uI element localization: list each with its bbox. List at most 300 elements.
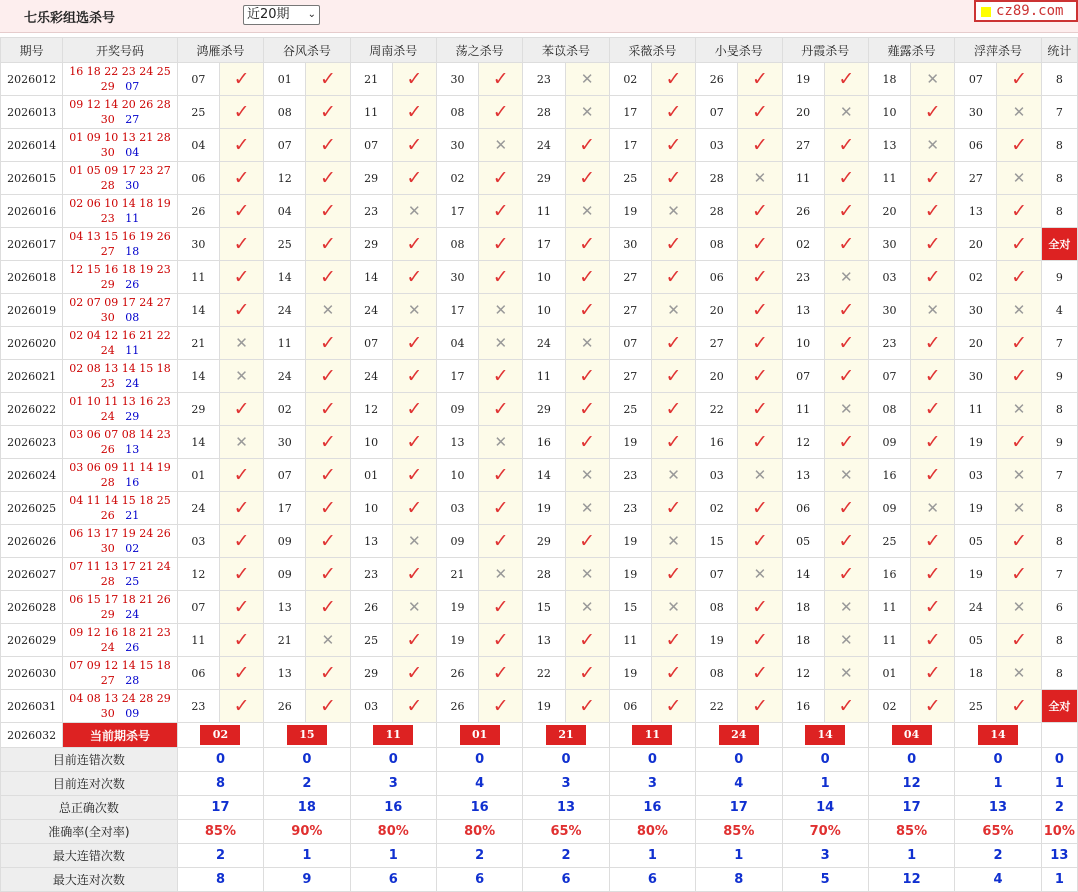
- result-cell: [392, 228, 436, 261]
- table-row: [1, 360, 1078, 393]
- issue-cell: 2026016: [1, 195, 63, 228]
- result-cell: [911, 426, 955, 459]
- current-kill-number: 24: [719, 725, 759, 745]
- check-icon: ✓: [751, 365, 768, 387]
- result-cell: [479, 96, 523, 129]
- kill-number-cell: 26: [696, 63, 738, 96]
- check-icon: ✓: [492, 101, 509, 123]
- check-icon: ✓: [1011, 200, 1028, 222]
- kill-number-cell: 07: [350, 327, 392, 360]
- kill-number-cell: 18: [782, 591, 824, 624]
- kill-number-cell: 16: [782, 690, 824, 723]
- kill-number-cell: 23: [782, 261, 824, 294]
- kill-number-cell: 08: [436, 96, 478, 129]
- summary-value: 0: [782, 748, 868, 772]
- result-cell: [997, 261, 1041, 294]
- result-cell: [479, 63, 523, 96]
- result-cell: [738, 63, 782, 96]
- kill-number-cell: 14: [782, 558, 824, 591]
- result-cell: [392, 327, 436, 360]
- kill-number-cell: 10: [523, 294, 565, 327]
- kill-number-cell: 02: [436, 162, 478, 195]
- summary-value: 4: [696, 772, 782, 796]
- check-icon: ✓: [838, 695, 855, 717]
- kill-number-cell: 17: [523, 228, 565, 261]
- check-icon: ✓: [233, 167, 250, 189]
- period-select[interactable]: [243, 5, 320, 25]
- summary-value: 65%: [523, 820, 609, 844]
- draw-special-number: 07: [125, 80, 140, 93]
- summary-value: 0: [523, 748, 609, 772]
- kill-number-cell: 07: [350, 129, 392, 162]
- result-cell: [392, 261, 436, 294]
- summary-value: 4: [955, 868, 1041, 892]
- draw-special-number: 18: [125, 245, 140, 258]
- col-expert-0[interactable]: 鸿雁杀号: [177, 38, 263, 63]
- check-icon: ✓: [406, 398, 423, 420]
- summary-row: [1, 868, 1078, 892]
- check-icon: ✓: [233, 464, 250, 486]
- cross-icon: ✕: [235, 367, 248, 385]
- kill-number-cell: 26: [177, 195, 219, 228]
- result-cell: [824, 162, 868, 195]
- result-cell: [997, 591, 1041, 624]
- kill-number-cell: 29: [350, 228, 392, 261]
- cross-icon: ✕: [926, 499, 939, 517]
- check-icon: ✓: [233, 695, 250, 717]
- kill-number-cell: 30: [264, 426, 306, 459]
- kill-number-table: [0, 37, 1078, 892]
- kill-number-cell: 28: [523, 558, 565, 591]
- summary-value: 1: [350, 844, 436, 868]
- result-cell: [911, 162, 955, 195]
- kill-number-cell: 26: [436, 690, 478, 723]
- draw-extra-number: 30: [100, 311, 115, 324]
- issue-cell: 2026023: [1, 426, 63, 459]
- cross-icon: ✕: [235, 334, 248, 352]
- check-icon: ✓: [233, 530, 250, 552]
- result-cell: [565, 657, 609, 690]
- result-cell: [997, 690, 1041, 723]
- kill-number-cell: 19: [609, 558, 651, 591]
- check-icon: ✓: [406, 662, 423, 684]
- summary-value: 0: [177, 748, 263, 772]
- kill-number-cell: 23: [868, 327, 910, 360]
- cross-icon: ✕: [235, 433, 248, 451]
- check-icon: ✓: [838, 497, 855, 519]
- result-cell: [219, 360, 263, 393]
- result-cell: [392, 162, 436, 195]
- result-cell: [219, 195, 263, 228]
- summary-value: 1: [264, 844, 350, 868]
- result-cell: [738, 393, 782, 426]
- result-cell: [911, 690, 955, 723]
- draw-main-numbers: 16 18 22 23 24 25: [69, 65, 171, 78]
- table-row: [1, 261, 1078, 294]
- kill-number-cell: 08: [696, 228, 738, 261]
- kill-number-cell: 18: [868, 63, 910, 96]
- check-icon: ✓: [319, 365, 336, 387]
- summary-row: [1, 796, 1078, 820]
- col-expert-7[interactable]: 丹霞杀号: [782, 38, 868, 63]
- check-icon: ✓: [924, 530, 941, 552]
- result-cell: [219, 459, 263, 492]
- kill-number-cell: 22: [696, 690, 738, 723]
- cross-icon: ✕: [321, 301, 335, 319]
- summary-value: 5: [782, 868, 868, 892]
- check-icon: ✓: [838, 134, 855, 156]
- check-icon: ✓: [751, 431, 768, 453]
- issue-cell: 2026027: [1, 558, 63, 591]
- kill-number-cell: 07: [782, 360, 824, 393]
- table-row: [1, 492, 1078, 525]
- check-icon: ✓: [751, 629, 768, 651]
- table-row: [1, 327, 1078, 360]
- result-cell: [219, 327, 263, 360]
- issue-cell: 2026024: [1, 459, 63, 492]
- check-icon: ✓: [233, 398, 250, 420]
- current-issue: 2026032: [1, 723, 63, 748]
- summary-value: 8: [177, 868, 263, 892]
- draw-extra-number: 27: [100, 674, 115, 687]
- kill-number-cell: 12: [350, 393, 392, 426]
- result-cell: [306, 525, 350, 558]
- col-expert-1[interactable]: 谷风杀号: [264, 38, 350, 63]
- kill-number-cell: 30: [436, 261, 478, 294]
- cross-icon: ✕: [753, 169, 767, 187]
- result-cell: [997, 525, 1041, 558]
- check-icon: ✓: [492, 629, 509, 651]
- summary-value: 80%: [350, 820, 436, 844]
- current-kill-label: 当前期杀号: [63, 723, 178, 748]
- summary-value: 17: [177, 796, 263, 820]
- table-row: [1, 294, 1078, 327]
- cross-icon: ✕: [667, 598, 680, 616]
- result-cell: [479, 558, 523, 591]
- summary-value: 3: [523, 772, 609, 796]
- kill-number-cell: 11: [523, 195, 565, 228]
- kill-number-cell: 25: [609, 162, 651, 195]
- kill-number-cell: 29: [350, 162, 392, 195]
- kill-number-cell: 11: [177, 261, 219, 294]
- check-icon: ✓: [838, 563, 855, 585]
- kill-number-cell: 11: [782, 162, 824, 195]
- check-icon: ✓: [924, 695, 941, 717]
- summary-label: 准确率(全对率): [1, 820, 178, 844]
- summary-value: 65%: [955, 820, 1041, 844]
- draw-extra-number: 28: [100, 476, 115, 489]
- result-cell: [738, 426, 782, 459]
- result-cell: [997, 558, 1041, 591]
- result-cell: [738, 162, 782, 195]
- result-cell: [997, 129, 1041, 162]
- kill-number-cell: 01: [868, 657, 910, 690]
- kill-number-cell: 25: [177, 96, 219, 129]
- stat-cell: 8: [1041, 162, 1077, 195]
- check-icon: ✓: [665, 431, 682, 453]
- check-icon: ✓: [751, 101, 768, 123]
- kill-number-cell: 06: [609, 690, 651, 723]
- check-icon: ✓: [665, 497, 682, 519]
- check-icon: ✓: [492, 200, 509, 222]
- result-cell: [479, 228, 523, 261]
- kill-number-cell: 09: [436, 393, 478, 426]
- check-icon: ✓: [924, 200, 941, 222]
- site-logo[interactable]: [974, 0, 1078, 22]
- result-cell: [997, 393, 1041, 426]
- result-cell: [306, 63, 350, 96]
- kill-number-cell: 12: [782, 426, 824, 459]
- draw-numbers-cell: [63, 228, 178, 261]
- col-expert-4[interactable]: 苯苡杀号: [523, 38, 609, 63]
- kill-number-cell: 19: [523, 492, 565, 525]
- summary-value: 9: [264, 868, 350, 892]
- kill-number-cell: 08: [696, 591, 738, 624]
- kill-number-cell: 14: [350, 261, 392, 294]
- summary-value: 17: [696, 796, 782, 820]
- check-icon: ✓: [751, 332, 768, 354]
- check-icon: ✓: [665, 266, 682, 288]
- col-expert-5[interactable]: 采薇杀号: [609, 38, 695, 63]
- summary-value: 17: [868, 796, 954, 820]
- kill-number-cell: 24: [955, 591, 997, 624]
- check-icon: ✓: [924, 464, 941, 486]
- check-icon: ✓: [665, 662, 682, 684]
- kill-number-cell: 29: [350, 657, 392, 690]
- kill-number-cell: 01: [177, 459, 219, 492]
- result-cell: [392, 195, 436, 228]
- cross-icon: ✕: [1012, 103, 1026, 121]
- issue-cell: 2026018: [1, 261, 63, 294]
- draw-special-number: 11: [125, 212, 140, 225]
- kill-number-cell: 02: [609, 63, 651, 96]
- kill-number-cell: 30: [609, 228, 651, 261]
- result-cell: [738, 294, 782, 327]
- result-cell: [651, 96, 695, 129]
- kill-number-cell: 30: [868, 294, 910, 327]
- kill-number-cell: 02: [868, 690, 910, 723]
- kill-number-cell: 03: [696, 129, 738, 162]
- kill-number-cell: 11: [264, 327, 306, 360]
- summary-value: 6: [350, 868, 436, 892]
- kill-number-cell: 21: [436, 558, 478, 591]
- kill-number-cell: 05: [955, 525, 997, 558]
- check-icon: ✓: [406, 233, 423, 255]
- kill-number-cell: 03: [350, 690, 392, 723]
- all-correct-badge: 全对: [1041, 690, 1077, 723]
- kill-number-cell: 29: [523, 162, 565, 195]
- check-icon: ✓: [1011, 431, 1028, 453]
- kill-number-cell: 24: [264, 360, 306, 393]
- current-kill-number: 02: [200, 725, 240, 745]
- kill-number-cell: 13: [955, 195, 997, 228]
- result-cell: [997, 195, 1041, 228]
- check-icon: ✓: [1011, 266, 1028, 288]
- result-cell: [306, 459, 350, 492]
- col-draw: 开奖号码: [63, 38, 178, 63]
- kill-number-cell: 24: [523, 327, 565, 360]
- header-row: [1, 38, 1078, 63]
- result-cell: [392, 63, 436, 96]
- draw-numbers-cell: [63, 426, 178, 459]
- kill-number-cell: 14: [177, 426, 219, 459]
- issue-cell: 2026021: [1, 360, 63, 393]
- draw-extra-number: 30: [100, 146, 115, 159]
- cross-icon: ✕: [840, 598, 853, 616]
- check-icon: ✓: [233, 629, 250, 651]
- check-icon: ✓: [319, 530, 336, 552]
- kill-number-cell: 19: [609, 525, 651, 558]
- draw-special-number: 27: [125, 113, 140, 126]
- draw-special-number: 24: [125, 608, 140, 621]
- cross-icon: ✕: [1012, 466, 1026, 484]
- kill-number-cell: 10: [436, 459, 478, 492]
- check-icon: ✓: [406, 563, 423, 585]
- result-cell: [997, 228, 1041, 261]
- result-cell: [306, 624, 350, 657]
- check-icon: ✓: [838, 332, 855, 354]
- kill-number-cell: 19: [955, 558, 997, 591]
- kill-number-cell: 07: [177, 63, 219, 96]
- kill-number-cell: 28: [696, 195, 738, 228]
- table-row: [1, 228, 1078, 261]
- col-expert-3[interactable]: 荡之杀号: [436, 38, 522, 63]
- kill-number-cell: 25: [868, 525, 910, 558]
- kill-number-cell: 23: [523, 63, 565, 96]
- summary-value: 0: [868, 748, 954, 772]
- result-cell: [824, 393, 868, 426]
- check-icon: ✓: [319, 266, 336, 288]
- check-icon: ✓: [579, 431, 596, 453]
- result-cell: [911, 624, 955, 657]
- draw-numbers-cell: [63, 294, 178, 327]
- result-cell: [651, 657, 695, 690]
- result-cell: [306, 228, 350, 261]
- top-bar: [0, 0, 1078, 33]
- check-icon: ✓: [319, 695, 336, 717]
- result-cell: [565, 426, 609, 459]
- result-cell: [738, 657, 782, 690]
- col-expert-9[interactable]: 浮萍杀号: [955, 38, 1041, 63]
- result-cell: [824, 690, 868, 723]
- draw-numbers-cell: [63, 525, 178, 558]
- kill-number-cell: 09: [436, 525, 478, 558]
- kill-number-cell: 14: [264, 261, 306, 294]
- draw-special-number: 25: [125, 575, 140, 588]
- table-row: [1, 426, 1078, 459]
- summary-value: 10%: [1041, 820, 1077, 844]
- kill-number-cell: 07: [868, 360, 910, 393]
- result-cell: [306, 261, 350, 294]
- check-icon: ✓: [1011, 134, 1028, 156]
- result-cell: [565, 558, 609, 591]
- kill-number-cell: 18: [782, 624, 824, 657]
- col-expert-6[interactable]: 小旻杀号: [696, 38, 782, 63]
- current-kill-number: 11: [632, 725, 672, 745]
- kill-number-cell: 13: [264, 657, 306, 690]
- kill-number-cell: 03: [696, 459, 738, 492]
- check-icon: ✓: [1011, 530, 1028, 552]
- draw-extra-number: 28: [100, 179, 115, 192]
- result-cell: [651, 459, 695, 492]
- check-icon: ✓: [579, 398, 596, 420]
- result-cell: [479, 327, 523, 360]
- kill-number-cell: 11: [868, 591, 910, 624]
- result-cell: [824, 657, 868, 690]
- all-correct-badge: 全对: [1041, 228, 1077, 261]
- kill-number-cell: 06: [177, 162, 219, 195]
- issue-cell: 2026030: [1, 657, 63, 690]
- check-icon: ✓: [319, 167, 336, 189]
- summary-row: [1, 772, 1078, 796]
- cross-icon: ✕: [408, 202, 421, 220]
- kill-number-cell: 14: [177, 360, 219, 393]
- check-icon: ✓: [233, 200, 250, 222]
- current-kill-cell: [264, 723, 350, 748]
- result-cell: [824, 129, 868, 162]
- logo-square-icon: [981, 7, 991, 17]
- check-icon: ✓: [406, 266, 423, 288]
- kill-number-cell: 06: [177, 657, 219, 690]
- draw-special-number: 13: [125, 443, 140, 456]
- result-cell: [997, 294, 1041, 327]
- kill-number-cell: 08: [868, 393, 910, 426]
- summary-value: 0: [1041, 748, 1077, 772]
- col-expert-8[interactable]: 薤露杀号: [868, 38, 954, 63]
- result-cell: [997, 657, 1041, 690]
- result-cell: [651, 690, 695, 723]
- summary-value: 6: [523, 868, 609, 892]
- draw-special-number: 26: [125, 278, 140, 291]
- cross-icon: ✕: [408, 301, 421, 319]
- check-icon: ✓: [665, 629, 682, 651]
- current-kill-number: 15: [287, 725, 327, 745]
- col-expert-2[interactable]: 周南杀号: [350, 38, 436, 63]
- stat-cell: 7: [1041, 558, 1077, 591]
- result-cell: [738, 492, 782, 525]
- logo-text: cz89.com: [996, 3, 1064, 19]
- kill-number-cell: 21: [177, 327, 219, 360]
- result-cell: [824, 63, 868, 96]
- check-icon: ✓: [665, 398, 682, 420]
- result-cell: [392, 360, 436, 393]
- result-cell: [219, 624, 263, 657]
- cross-icon: ✕: [580, 499, 594, 517]
- result-cell: [738, 261, 782, 294]
- result-cell: [911, 228, 955, 261]
- kill-number-cell: 06: [696, 261, 738, 294]
- kill-number-cell: 17: [264, 492, 306, 525]
- kill-number-cell: 24: [350, 360, 392, 393]
- current-kill-cell: [350, 723, 436, 748]
- check-icon: ✓: [319, 200, 336, 222]
- kill-number-cell: 27: [609, 261, 651, 294]
- kill-number-cell: 19: [782, 63, 824, 96]
- current-kill-number: 11: [373, 725, 413, 745]
- kill-number-cell: 09: [868, 492, 910, 525]
- result-cell: [565, 261, 609, 294]
- kill-number-cell: 24: [523, 129, 565, 162]
- result-cell: [738, 96, 782, 129]
- kill-number-cell: 27: [955, 162, 997, 195]
- summary-value: 1: [1041, 868, 1077, 892]
- result-cell: [219, 558, 263, 591]
- check-icon: ✓: [319, 134, 336, 156]
- result-cell: [997, 96, 1041, 129]
- summary-value: 85%: [696, 820, 782, 844]
- result-cell: [738, 129, 782, 162]
- summary-value: 12: [868, 868, 954, 892]
